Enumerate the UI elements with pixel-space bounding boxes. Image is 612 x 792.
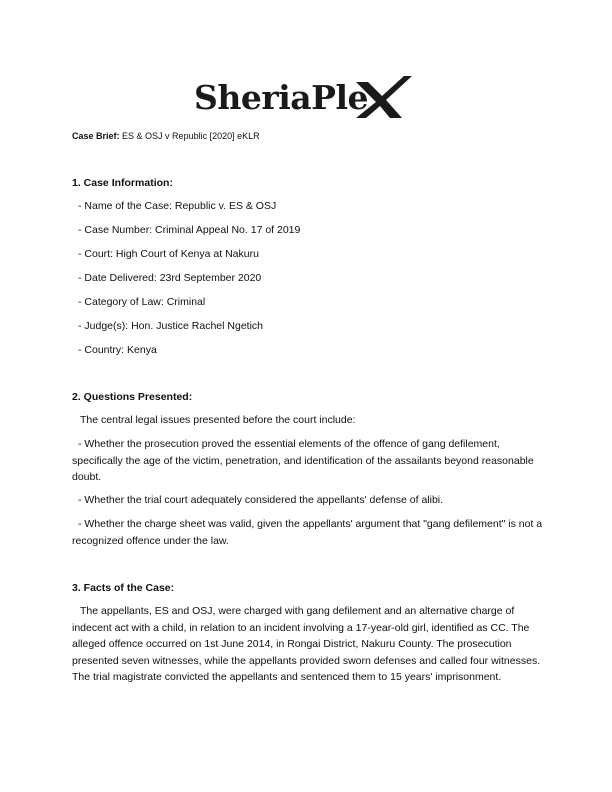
question-point: - Whether the charge sheet was valid, given the appellants' argument that "gang defilement" is not a recognized offence under the law.: [72, 518, 543, 547]
case-info-name: - Name of the Case: Republic v. ES & OSJ: [78, 200, 277, 212]
case-info-court: - Court: High Court of Kenya at Nakuru: [78, 248, 259, 260]
section-heading-case-information: 1. Case Information:: [72, 177, 173, 189]
question-point: - Whether the trial court adequately considered the appellants' defense of alibi.: [78, 494, 444, 506]
case-info-country: - Country: Kenya: [78, 344, 157, 356]
facts-paragraph: The appellants, ES and OSJ, were charged with gang defilement and an alternative charge of indecent act with a child, in relation to an incident involving a 17-year-old girl, identified as CC. The alleged offence occurred on 1st June 2014, in Rongai District, Nakuru County. The prosecution presented seven witnesses, while the appellants provided sworn defenses and called four witnesses. The trial magistrate convicted the appellants and sentenced them to 15 years' imprisonment.: [72, 605, 541, 683]
case-info-number: - Case Number: Criminal Appeal No. 17 of 2019: [78, 224, 301, 236]
x-mark-icon: [352, 74, 414, 124]
case-brief-label: Case Brief:: [72, 131, 120, 141]
case-info-date: - Date Delivered: 23rd September 2020: [78, 272, 262, 284]
sheriaplex-logo: [190, 70, 430, 130]
section-heading-facts: 3. Facts of the Case:: [72, 582, 175, 594]
case-brief-title: ES & OSJ v Republic [2020] eKLR: [122, 131, 260, 141]
questions-intro: The central legal issues presented before the court include:: [80, 414, 356, 426]
section-heading-questions: 2. Questions Presented:: [72, 391, 193, 403]
logo-wordmark: SheriaPle: [194, 78, 368, 117]
question-point: - Whether the prosecution proved the essential elements of the offence of gang defilement, specifically the age of the victim, penetration, and identification of the assailants beyond reasonable doubt.: [72, 438, 534, 483]
case-info-judges: - Judge(s): Hon. Justice Rachel Ngetich: [78, 320, 263, 332]
case-info-category: - Category of Law: Criminal: [78, 296, 206, 308]
case-brief-line: [72, 131, 260, 141]
